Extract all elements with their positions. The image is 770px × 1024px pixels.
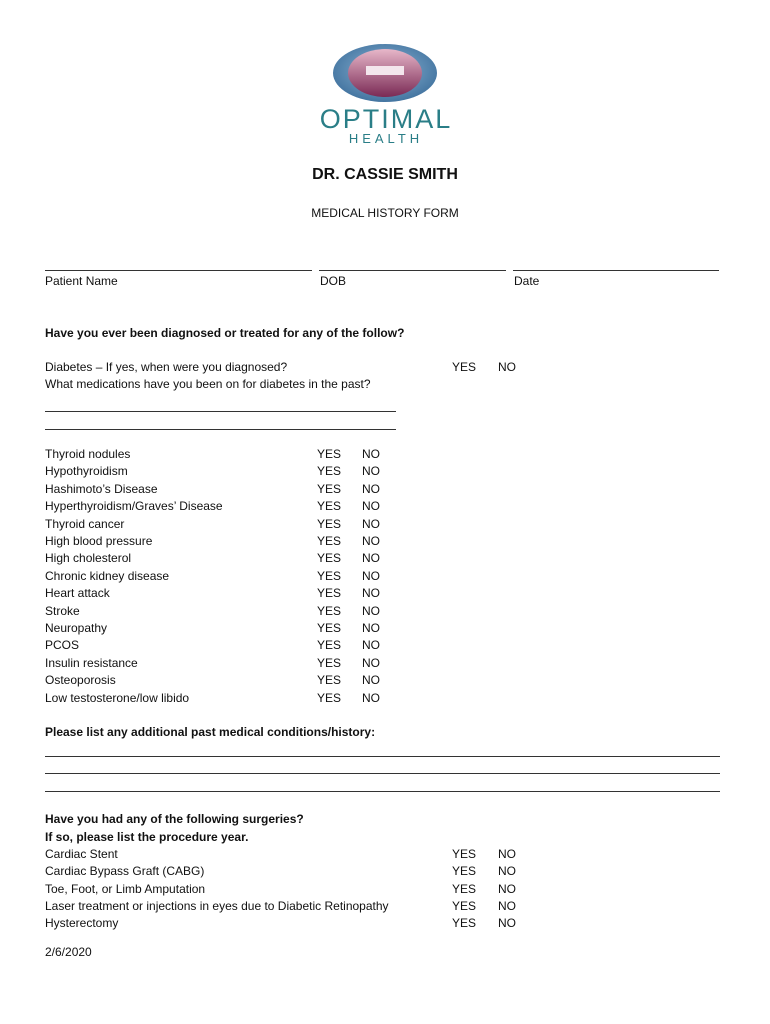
patient-name-label: Patient Name — [45, 274, 118, 288]
date-label: Date — [514, 274, 540, 288]
diabetes-answer-line-2[interactable] — [45, 429, 396, 430]
surgery-no-option[interactable]: NO — [498, 864, 516, 879]
condition-no-option[interactable]: NO — [362, 655, 380, 670]
surgery-label: Hysterectomy — [45, 916, 119, 931]
condition-yes-option[interactable]: YES — [317, 603, 342, 618]
condition-yes-option[interactable]: YES — [317, 464, 342, 479]
condition-no-option[interactable]: NO — [362, 603, 380, 618]
diabetes-question: Diabetes – If yes, when were you diagnosed? — [45, 360, 288, 374]
condition-label: Thyroid cancer — [45, 516, 125, 531]
condition-label: Chronic kidney disease — [45, 568, 170, 583]
diabetes-answer-line-1[interactable] — [45, 411, 396, 412]
condition-yes-option[interactable]: YES — [317, 516, 342, 531]
condition-label: Thyroid nodules — [45, 447, 131, 461]
condition-no-option[interactable]: NO — [362, 481, 380, 496]
surgery-no-option[interactable]: NO — [498, 898, 516, 913]
surgery-no-option[interactable]: NO — [498, 881, 516, 896]
condition-yes-option[interactable]: YES — [317, 690, 342, 705]
condition-label: Insulin resistance — [45, 655, 138, 670]
surgery-label: Cardiac Stent — [45, 847, 118, 861]
surgery-label: Toe, Foot, or Limb Amputation — [45, 881, 206, 896]
diabetes-no-option[interactable]: NO — [498, 360, 516, 374]
additional-conditions-question: Please list any additional past medical conditions/history: — [45, 725, 376, 739]
condition-yes-option[interactable]: YES — [317, 638, 342, 653]
dob-label: DOB — [320, 274, 347, 288]
condition-label: Low testosterone/low libido — [45, 690, 190, 705]
condition-no-option[interactable]: NO — [362, 447, 380, 461]
form-title: MEDICAL HISTORY FORM — [311, 206, 459, 220]
surgery-label: Laser treatment or injections in eyes due to Diabetic Retinopathy — [45, 898, 389, 913]
logo-wordmark: OPTIMAL — [319, 104, 453, 134]
condition-label: High cholesterol — [45, 551, 132, 566]
condition-yes-option[interactable]: YES — [317, 673, 342, 688]
surgery-yes-option[interactable]: YES — [452, 916, 477, 931]
condition-no-option[interactable]: NO — [362, 568, 380, 583]
surgeries-year-instruction: If so, please list the procedure year. — [45, 830, 249, 844]
condition-label: Hypothyroidism — [45, 464, 128, 479]
additional-answer-line-1[interactable] — [45, 756, 720, 757]
condition-yes-option[interactable]: YES — [317, 551, 342, 566]
condition-no-option[interactable]: NO — [362, 673, 380, 688]
condition-yes-option[interactable]: YES — [317, 481, 342, 496]
condition-no-option[interactable]: NO — [362, 638, 380, 653]
condition-yes-option[interactable]: YES — [317, 621, 342, 635]
condition-yes-option[interactable]: YES — [317, 586, 342, 601]
diagnosis-question: Have you ever been diagnosed or treated for any of the follow? — [45, 326, 405, 340]
additional-answer-line-3[interactable] — [45, 791, 720, 792]
dob-field[interactable] — [319, 270, 506, 271]
condition-label: PCOS — [45, 638, 80, 653]
condition-no-option[interactable]: NO — [362, 534, 380, 548]
condition-no-option[interactable]: NO — [362, 464, 380, 479]
condition-no-option[interactable]: NO — [362, 690, 380, 705]
surgery-yes-option[interactable]: YES — [452, 847, 477, 861]
condition-no-option[interactable]: NO — [362, 586, 380, 601]
condition-yes-option[interactable]: YES — [317, 568, 342, 583]
condition-yes-option[interactable]: YES — [317, 499, 342, 514]
diabetes-yes-option[interactable]: YES — [452, 360, 477, 374]
surgery-no-option[interactable]: NO — [498, 847, 516, 861]
condition-yes-option[interactable]: YES — [317, 534, 342, 548]
surgery-yes-option[interactable]: YES — [452, 864, 477, 879]
condition-label: High blood pressure — [45, 534, 153, 548]
surgery-yes-option[interactable]: YES — [452, 898, 477, 913]
condition-no-option[interactable]: NO — [362, 621, 380, 635]
condition-no-option[interactable]: NO — [362, 516, 380, 531]
condition-label: Hashimoto’s Disease — [45, 481, 158, 496]
surgery-label: Cardiac Bypass Graft (CABG) — [45, 864, 205, 879]
condition-label: Neuropathy — [45, 621, 108, 635]
diabetes-medications-question: What medications have you been on for diabetes in the past? — [45, 377, 371, 391]
condition-label: Heart attack — [45, 586, 110, 601]
logo-subtitle: HEALTH — [348, 131, 424, 146]
condition-label: Hyperthyroidism/Graves’ Disease — [45, 499, 223, 514]
additional-answer-line-2[interactable] — [45, 773, 720, 774]
condition-no-option[interactable]: NO — [362, 499, 380, 514]
doctor-name-heading: DR. CASSIE SMITH — [312, 166, 458, 183]
form-date: 2/6/2020 — [45, 945, 92, 959]
patient-name-field[interactable] — [45, 270, 312, 271]
surgeries-question: Have you had any of the following surgeries? — [45, 812, 304, 826]
condition-no-option[interactable]: NO — [362, 551, 380, 566]
surgery-no-option[interactable]: NO — [498, 916, 516, 931]
condition-label: Stroke — [45, 603, 80, 618]
condition-yes-option[interactable]: YES — [317, 655, 342, 670]
condition-label: Osteoporosis — [45, 673, 116, 688]
date-field[interactable] — [513, 270, 719, 271]
condition-yes-option[interactable]: YES — [317, 447, 342, 461]
surgery-yes-option[interactable]: YES — [452, 881, 477, 896]
